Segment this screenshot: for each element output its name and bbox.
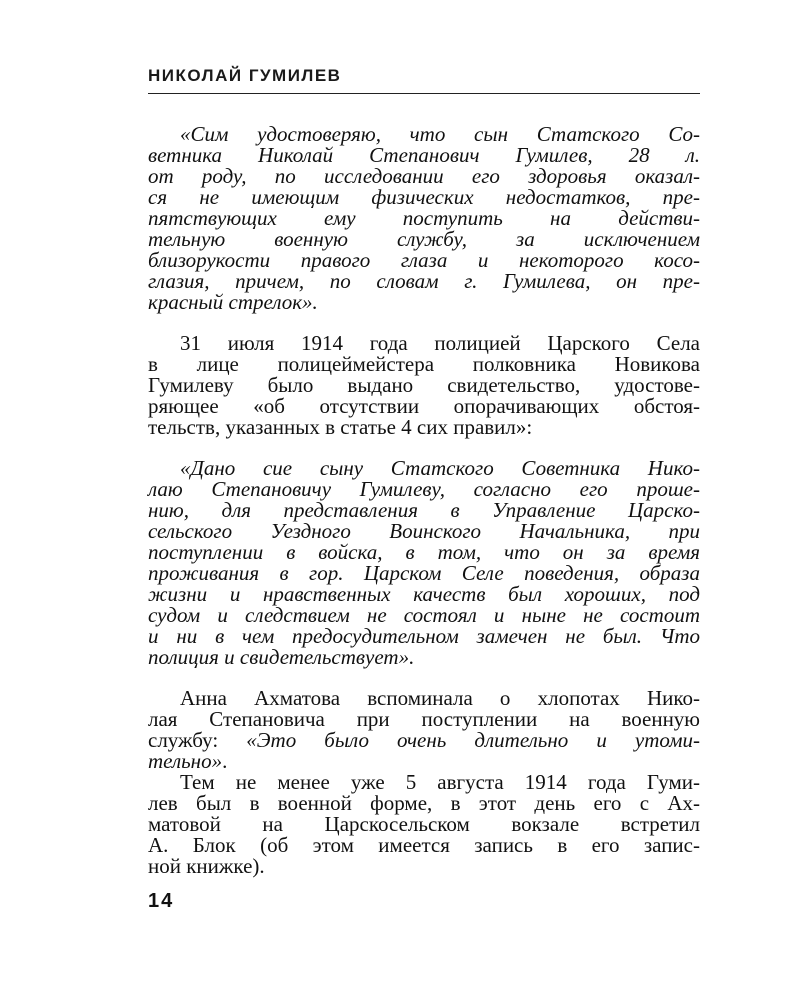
akhmatova-quote-text: «Это было очень длительно и утоми- <box>246 728 700 752</box>
paragraph-line: ряющее «об отсутствии опорачивающих обстоя- <box>148 394 700 418</box>
paragraph-blok-meeting <box>148 772 700 877</box>
quote-line: пятствующих ему поступить на действи- <box>148 206 700 230</box>
quote-line: судом и следствием не состоял и ныне не состоит <box>148 603 700 627</box>
quote-line: и ни в чем предосудительном замечен не был. Что <box>148 624 700 648</box>
paragraph-line: Тем не менее уже 5 августа 1914 года Гуми- <box>180 770 700 794</box>
quote-line: близорукости правого глаза и некоторого косо- <box>148 248 700 272</box>
quote-line: нию, для представления в Управление Царско- <box>148 498 700 522</box>
paragraph-line: в лице полицеймейстера полковника Новикова <box>148 352 700 376</box>
running-header-title: НИКОЛАЙ ГУМИЛЕВ <box>148 66 342 85</box>
page-number: 14 <box>148 890 175 912</box>
quote-line: тельную военную службу, за исключением <box>148 227 700 251</box>
quote-line: ветника Николай Степанович Гумилев, 28 л. <box>148 143 700 167</box>
quote-line: проживания в гор. Царском Селе поведения, образа <box>148 561 700 585</box>
quote-line: сельского Уездного Воинского Начальника, при <box>148 519 700 543</box>
police-quote <box>148 458 700 668</box>
paragraph-line: тельств, указанных в статье 4 сих правил»: <box>148 415 533 439</box>
quote-line: «Дано сие сыну Статского Советника Нико- <box>180 456 700 480</box>
page-body <box>148 124 700 877</box>
quote-line: ся не имеющим физических недостатков, пре- <box>148 185 700 209</box>
quote-line: поступлении в войска, в том, что он за время <box>148 540 700 564</box>
paragraph-line: А. Блок (об этом имеется запись в его запис- <box>148 833 700 857</box>
paragraph-police-certificate <box>148 333 700 438</box>
paragraph-line: Гумилеву было выдано свидетельство, удостове- <box>148 373 700 397</box>
paragraph-line: лев был в военной форме, в этот день его с Ах- <box>148 791 700 815</box>
paragraph-line <box>148 751 700 772</box>
header-rule <box>148 93 700 94</box>
paragraph-line: матовой на Царскосельском вокзале встретил <box>148 812 700 836</box>
quote-line: жизни и нравственных качеств был хороших, под <box>148 582 700 606</box>
paragraph-akhmatova <box>148 688 700 772</box>
quote-line: от роду, по исследовании его здоровья оказал- <box>148 164 700 188</box>
certificate-quote <box>148 124 700 313</box>
paragraph-line: ной книжке). <box>148 854 265 878</box>
quote-line: полиция и свидетельствует». <box>148 645 415 669</box>
running-header <box>148 66 700 94</box>
quote-line: лаю Степановичу Гумилеву, согласно его проше- <box>148 477 700 501</box>
paragraph-text: . <box>222 749 228 773</box>
quote-line: глазия, причем, по словам г. Гумилева, он пре- <box>148 269 700 293</box>
quote-line: красный стрелок». <box>148 290 318 314</box>
paragraph-line: 31 июля 1914 года полицией Царского Села <box>180 331 700 355</box>
paragraph-line <box>148 730 700 751</box>
akhmatova-quote-text: тельно» <box>148 749 223 773</box>
paragraph-line: Анна Ахматова вспоминала о хлопотах Нико- <box>180 686 700 710</box>
paragraph-text: службу: <box>148 728 247 752</box>
paragraph-line: лая Степановича при поступлении на военную <box>148 707 700 731</box>
quote-line: «Сим удостоверяю, что сын Статского Со- <box>180 122 700 146</box>
